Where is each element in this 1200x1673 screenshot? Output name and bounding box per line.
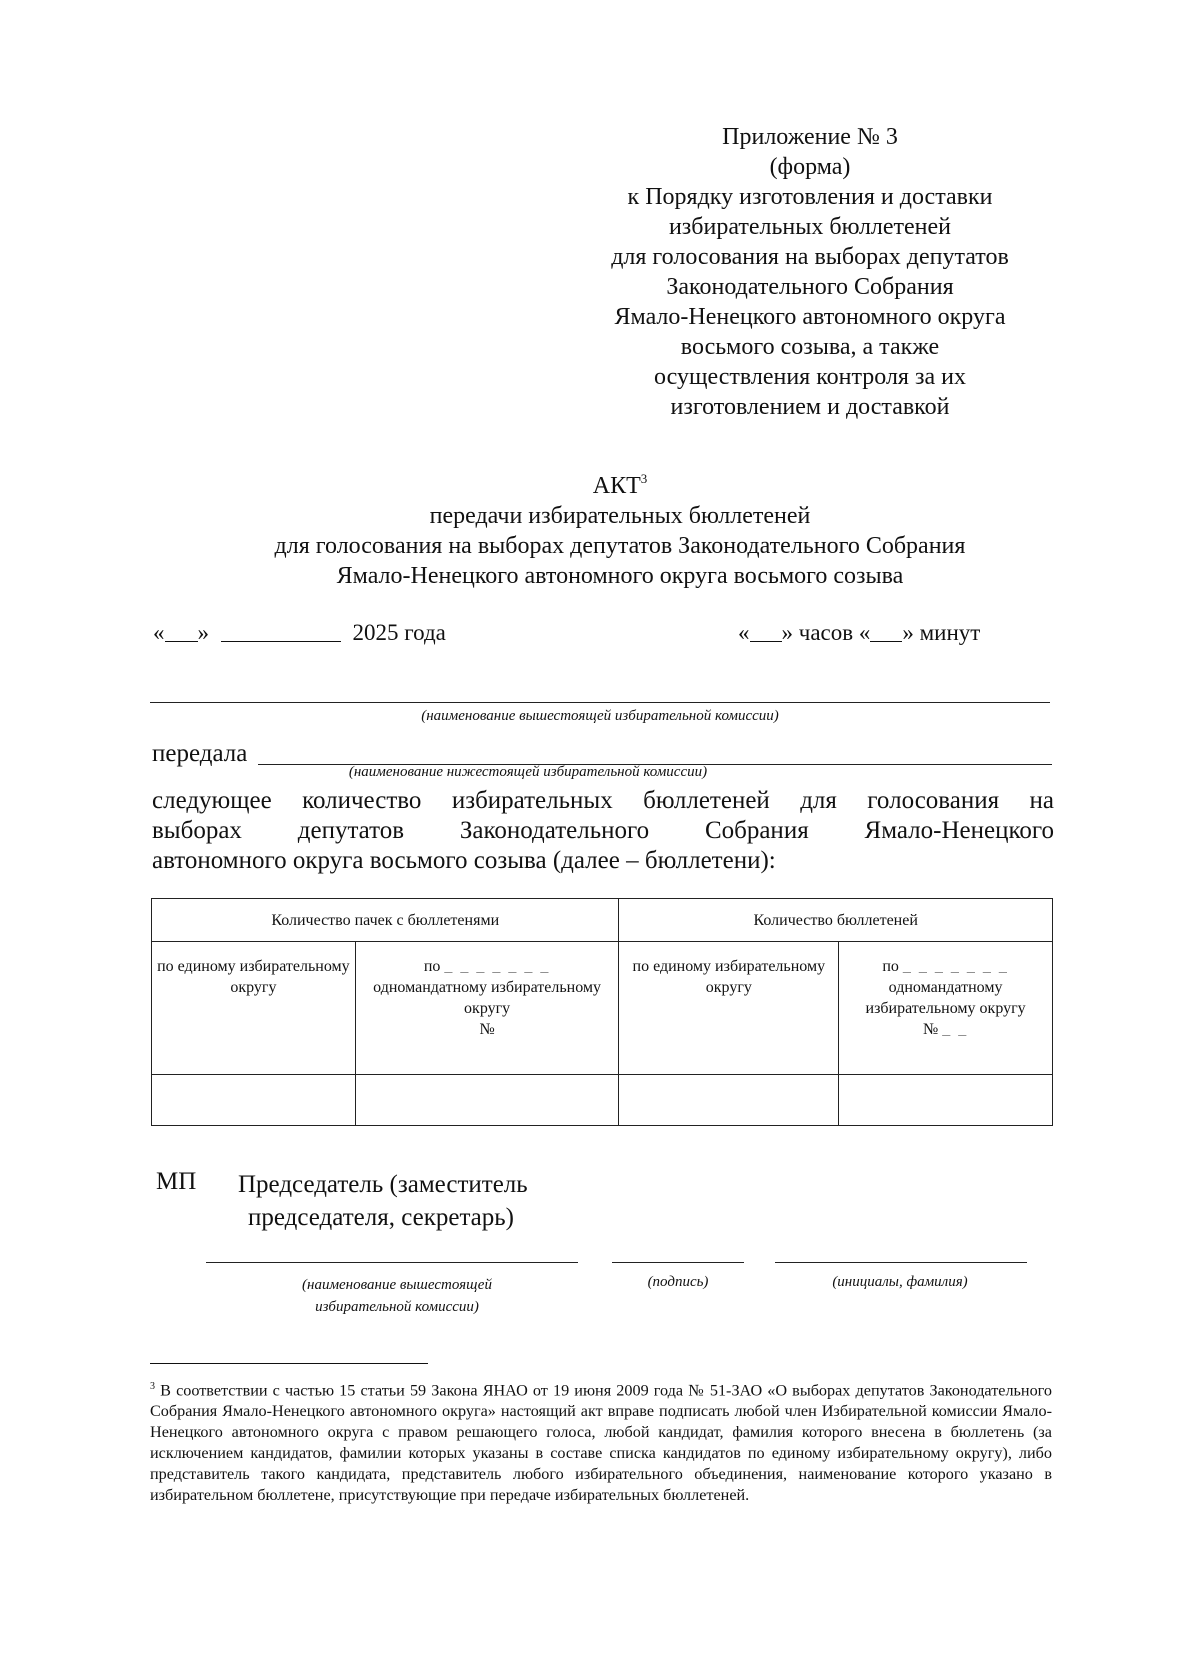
signature-caption: (подпись): [647, 1274, 709, 1290]
title-line: для голосования на выборах депутатов Законодательного Собрания: [274, 533, 966, 559]
appendix-line: (форма): [769, 154, 851, 180]
appendix-line: изготовлением и доставкой: [670, 394, 950, 420]
appendix-line: восьмого созыва, а также: [680, 334, 940, 360]
col4-number: №: [922, 1021, 939, 1038]
minutes-blank[interactable]: [870, 621, 902, 642]
district-number-blank[interactable]: _ _: [942, 1021, 969, 1038]
appendix-line: для голосования на выборах депутатов: [611, 244, 1009, 270]
date-close-quote: »: [197, 620, 209, 645]
upper-commission-line[interactable]: [150, 702, 1050, 703]
upper-commission-caption: (наименование вышестоящей избирательной комиссии): [421, 708, 779, 724]
document-title: [120, 464, 1120, 591]
col-header-single-mandate-packs: [355, 942, 619, 1075]
commission-caption: [242, 1274, 552, 1318]
group-header-packs: Количество пачек с бюллетенями: [152, 899, 619, 942]
title-heading-text: АКТ: [592, 473, 641, 499]
chair-line: председателя, секретарь): [248, 1204, 514, 1231]
district-name-blank[interactable]: _ _ _ _ _ _ _: [444, 958, 551, 975]
table-row: [152, 1075, 1053, 1126]
col-header-single-district-packs: [152, 942, 356, 1075]
name-line[interactable]: [775, 1262, 1027, 1263]
table-column-header-row: [152, 942, 1053, 1075]
col2-prefix: по: [423, 958, 441, 975]
footnote-reference: 3: [640, 471, 648, 486]
chairman-label: [238, 1168, 528, 1234]
date-field: [153, 620, 446, 646]
title-line: передачи избирательных бюллетеней: [429, 503, 811, 529]
commission-caption-line: (наименование вышестоящей: [302, 1277, 492, 1293]
body-line: выборах депутатов Законодательного Собрания Ямало-Ненецкого: [152, 817, 1054, 844]
appendix-line: к Порядку изготовления и доставки: [627, 184, 993, 210]
appendix-line: осуществления контроля за их: [654, 364, 966, 390]
body-line: следующее количество избирательных бюллетеней для голосования на: [152, 787, 1054, 814]
table-cell-empty[interactable]: [839, 1075, 1053, 1126]
year-text: 2025 года: [352, 620, 446, 645]
chair-line: Председатель (заместитель: [238, 1171, 528, 1198]
table-group-header-row: [152, 899, 1053, 942]
table-cell-empty[interactable]: [619, 1075, 839, 1126]
district-name-blank[interactable]: _ _ _ _ _ _ _: [902, 958, 1009, 975]
month-blank[interactable]: [221, 621, 341, 642]
hours-blank[interactable]: [750, 621, 782, 642]
body-paragraph: [152, 786, 1054, 876]
col2-number: №: [479, 1021, 495, 1038]
col-header-single-mandate-ballots: [839, 942, 1053, 1075]
commission-signature-line[interactable]: [206, 1262, 578, 1263]
col-header-single-district-ballots: [619, 942, 839, 1075]
name-caption: (инициалы, фамилия): [832, 1274, 968, 1290]
col3-text: по единому избирательному округу: [632, 958, 826, 996]
col4-prefix: по: [882, 958, 899, 975]
appendix-line: Ямало-Ненецкого автономного округа: [614, 304, 1006, 330]
appendix-header: [590, 122, 1030, 422]
appendix-line: Законодательного Собрания: [666, 274, 954, 300]
table-cell-empty[interactable]: [355, 1075, 619, 1126]
hours-open-quote: «: [738, 620, 750, 645]
minutes-text: » минут: [902, 620, 981, 645]
date-open-quote: «: [153, 620, 165, 645]
title-line: Ямало-Ненецкого автономного округа восьмого созыва: [336, 563, 904, 589]
passed-label: передала: [152, 740, 248, 767]
col2-text: одномандатному избирательному округу: [373, 979, 602, 1017]
footnote: [150, 1376, 1052, 1506]
appendix-line: избирательных бюллетеней: [668, 214, 952, 240]
hours-text: » часов «: [781, 620, 871, 645]
footnote-mark: 3: [150, 1381, 155, 1392]
time-field: [738, 620, 980, 646]
footnote-divider: [150, 1363, 428, 1364]
group-header-ballots: Количество бюллетеней: [619, 899, 1053, 942]
col1-text: по единому избирательному округу: [157, 958, 350, 996]
commission-caption-line: избирательной комиссии): [315, 1299, 479, 1315]
body-line: автономного округа восьмого созыва (далее – бюллетени):: [152, 847, 776, 874]
signature-line[interactable]: [612, 1262, 744, 1263]
col4-text: одномандатному избирательному округу: [865, 979, 1026, 1017]
ballots-table: [151, 898, 1053, 1126]
footnote-text: В соответствии с частью 15 статьи 59 Закона ЯНАО от 19 июня 2009 года № 51-ЗАО «О выборах депутатов Законодательного Собрания Ямало-Ненецкого автономного округа» настоящий акт вправе подписать любой член Избирательной комиссии Ямало-Ненецкого автономного округа с правом решающего голоса, любой кандидат, фамилия которого внесена в бюллетень (за исключением кандидатов, фамилии которых указаны в составе списка кандидатов по единому избирательному округу), либо представитель такого кандидата, представитель любого избирательного объединения, наименование которого указано в избирательном бюллетене, присутствующие при передаче избирательных бюллетеней.: [150, 1381, 1053, 1505]
lower-commission-caption: (наименование нижестоящей избирательной комиссии): [348, 764, 708, 780]
title-heading: [120, 464, 1120, 501]
seal-mark: МП: [156, 1168, 197, 1195]
day-blank[interactable]: [165, 621, 198, 642]
table-cell-empty[interactable]: [152, 1075, 356, 1126]
appendix-line: Приложение № 3: [722, 124, 898, 150]
